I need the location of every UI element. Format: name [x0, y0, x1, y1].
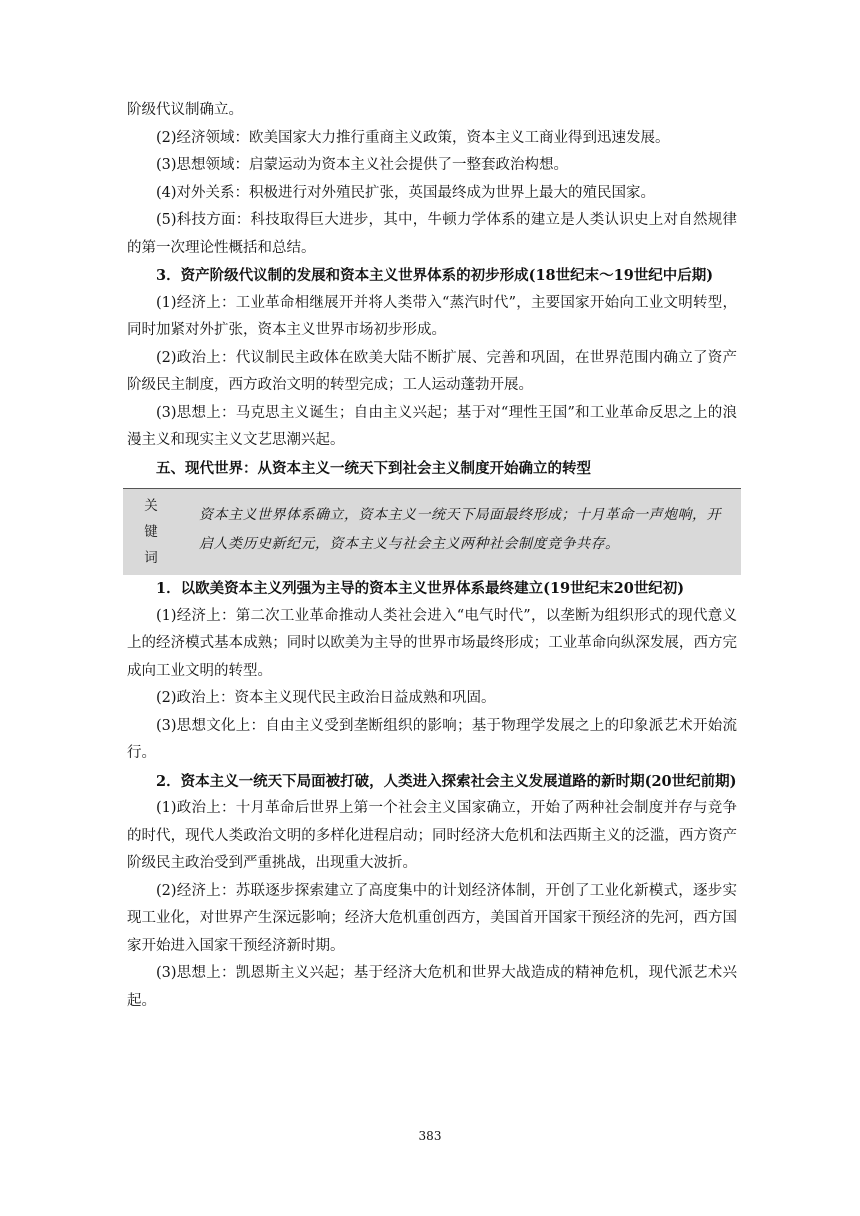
- keywords-box: [123, 488, 741, 575]
- keywords-label-char: 关: [144, 498, 158, 514]
- paragraph: (3)思想文化上：自由主义受到垄断组织的影响；基于物理学发展之上的印象派艺术开始流行。: [127, 717, 737, 761]
- section-heading: 1．以欧美资本主义列强为主导的资本主义世界体系最终建立(19世纪末20世纪初): [156, 580, 685, 597]
- keywords-label-char: 词: [144, 550, 158, 566]
- paragraph: (2)经济上：苏联逐步探索建立了高度集中的计划经济体制，开创了工业化新模式，逐步实现工业化，对世界产生深远影响；经济大危机重创西方，美国首开国家干预经济的先河，西方国家开始进入国家干预经济新时期。: [127, 882, 737, 954]
- section-heading: 2．资本主义一统天下局面被打破，人类进入探索社会主义发展道路的新时期(20世纪前期): [156, 772, 737, 790]
- paragraph: (4)对外关系：积极进行对外殖民扩张，英国最终成为世界上最大的殖民国家。: [156, 184, 656, 201]
- section-heading: 五、现代世界：从资本主义一统天下到社会主义制度开始确立的转型: [156, 459, 591, 477]
- paragraph: (2)政治上：资本主义现代民主政治日益成熟和巩固。: [156, 690, 496, 706]
- paragraph: (3)思想上：凯恩斯主义兴起；基于经济大危机和世界大战造成的精神危机，现代派艺术兴起。: [127, 965, 737, 1009]
- paragraph: (5)科技方面：科技取得巨大进步，其中，牛顿力学体系的建立是人类认识史上对自然规律的第一次理论性概括和总结。: [127, 212, 737, 256]
- paragraph: (3)思想上：马克思主义诞生；自由主义兴起；基于对“理性王国”和工业革命反思之上的浪漫主义和现实主义文艺思潮兴起。: [127, 404, 737, 448]
- paragraph: (1)经济上：工业革命相继展开并将人类带入“蒸汽时代”，主要国家开始向工业文明转型，同时加紧对外扩张，资本主义世界市场初步形成。: [127, 294, 737, 338]
- section-before-keywords: [127, 97, 737, 482]
- section-heading: 3．资产阶级代议制的发展和资本主义世界体系的初步形成(18世纪末～19世纪中后期): [156, 267, 714, 284]
- page-content: [127, 97, 737, 1015]
- paragraph: (1)经济上：第二次工业革命推动人类社会进入“电气时代”，以垄断为组织形式的现代意义上的经济模式基本成熟；同时以欧美为主导的世界市场最终形成；工业革命向纵深发展，西方完成向工业文明的转型。: [127, 607, 737, 679]
- paragraph: 阶级代议制确立。: [127, 102, 243, 118]
- paragraph: (2)经济领域：欧美国家大力推行重商主义政策，资本主义工商业得到迅速发展。: [156, 129, 670, 146]
- keywords-text: 资本主义世界体系确立，资本主义一统天下局面最终形成；十月革命一声炮响，开启人类历史新纪元，资本主义与社会主义两种社会制度竞争共存。: [199, 507, 721, 552]
- paragraph: (1)政治上：十月革命后世界上第一个社会主义国家确立，开始了两种社会制度并存与竞争的时代，现代人类政治文明的多样化进程启动；同时经济大危机和法西斯主义的泛滥，西方资产阶级民主政治受到严重挑战，出现重大波折。: [127, 800, 737, 871]
- section-after-keywords: [127, 575, 737, 1015]
- keywords-label: [143, 493, 159, 571]
- paragraph: (3)思想领域：启蒙运动为资本主义社会提供了一整套政治构想。: [156, 157, 569, 173]
- paragraph: (2)政治上：代议制民主政体在欧美大陆不断扩展、完善和巩固，在世界范围内确立了资产阶级民主制度，西方政治文明的转型完成；工人运动蓬勃开展。: [127, 349, 737, 393]
- page-number: 383: [418, 1129, 442, 1143]
- keywords-label-char: 键: [144, 524, 158, 540]
